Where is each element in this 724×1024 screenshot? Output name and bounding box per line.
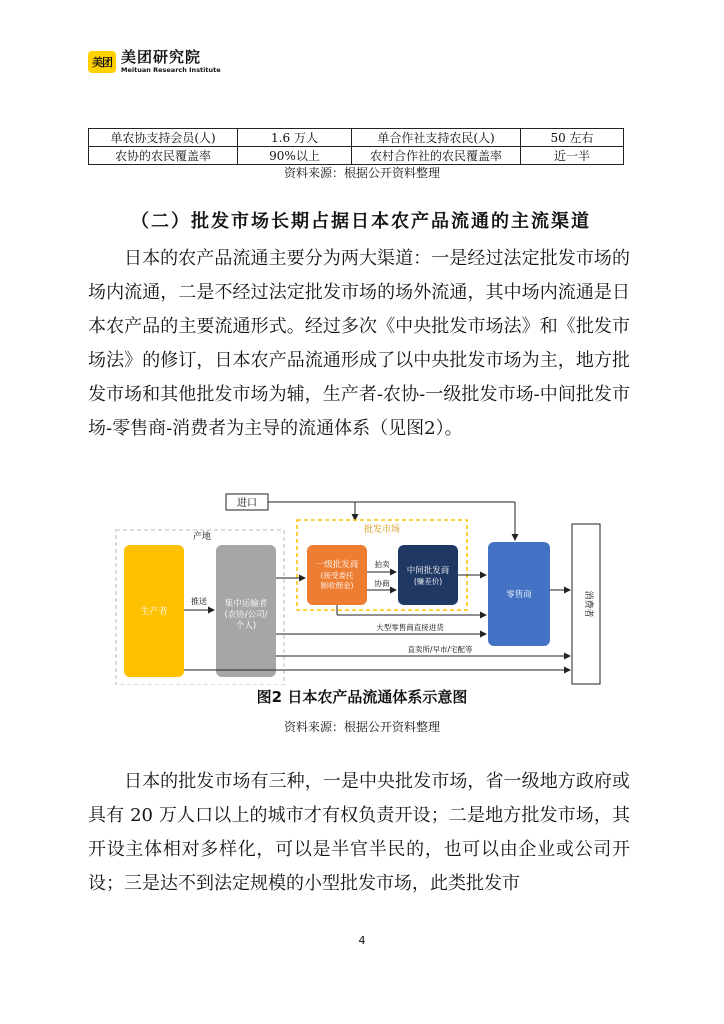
table-cell: 50 左右 xyxy=(521,129,624,147)
section-title: （二）批发市场长期占据日本农产品流通的主流渠道 xyxy=(131,211,591,232)
table-cell: 农协的农民覆盖率 xyxy=(89,147,238,165)
table-cell: 近一半 xyxy=(521,147,624,165)
table-source-note: 资料来源：根据公开资料整理 xyxy=(283,166,440,180)
logo-english-name: Meituan Research Institute xyxy=(121,66,221,74)
figure-title: 图2 日本农产品流通体系示意图 xyxy=(256,688,468,706)
page-number: 4 xyxy=(358,934,366,947)
table-cell: 90%以上 xyxy=(238,147,352,165)
body-paragraph: 日本的批发市场有三种，一是中央批发市场，省一级地方政府或具有 20 万人口以上的城市才有权负责开设；二是地方批发市场，其开设主体相对多样化，可以是半官半民的，也可以由企业或公司开设；三是达不到法定规模的小型批发市场，此类批发市 xyxy=(88,771,630,894)
primary-label-1: 一级批发商 xyxy=(315,560,359,570)
primary-label-2: (接受委托 xyxy=(320,571,354,580)
import-label: 进口 xyxy=(237,498,257,509)
market-label: 批发市场 xyxy=(363,525,401,535)
distribution-flow-diagram xyxy=(110,490,610,685)
table-cell: 1.6 万人 xyxy=(238,129,352,147)
cooperative-stats-table xyxy=(88,128,624,165)
negotiate-label: 协商 xyxy=(374,579,390,588)
figure-source-note: 资料来源：根据公开资料整理 xyxy=(283,720,440,734)
table-cell: 单农协支持会员(人) xyxy=(89,129,238,147)
collector-label-3: 个人) xyxy=(235,621,257,631)
collector-label-2: (农协/公司/ xyxy=(224,610,268,620)
ship-label: 推送 xyxy=(191,597,207,606)
table-row xyxy=(89,147,624,165)
intermediate-label-2: (赚差价) xyxy=(413,577,443,586)
meituan-logo xyxy=(88,50,221,74)
collector-label-1: 集中运输者 xyxy=(224,599,268,609)
table-cell: 农村合作社的农民覆盖率 xyxy=(352,147,521,165)
intermediate-label-1: 中间批发商 xyxy=(406,566,450,576)
retailer-label: 零售商 xyxy=(506,590,532,600)
logo-chinese-name: 美团研究院 xyxy=(121,48,202,66)
large-retailer-flow-label: 大型零售商直接进货 xyxy=(376,623,444,632)
consumer-label: 消费者 xyxy=(583,590,593,618)
primary-label-3: 制收佣金) xyxy=(320,581,354,590)
table-row xyxy=(89,129,624,147)
body-paragraph: 日本的农产品流通主要分为两大渠道：一是经过法定批发市场的场内流通，二是不经过法定批发市场的场外流通，其中场内流通是日本农产品的主要流通形式。经过多次《中央批发市场法》和《批发市场法》的修订，日本农产品流通形成了以中央批发市场为主，地方批发市场和其他批发市场为辅，生产者-农协-一级批发市场-中间批发市场-零售商-消费者为主导的流通体系（见图2）。 xyxy=(88,248,630,439)
origin-label: 产地 xyxy=(192,532,212,542)
direct-sales-flow-label: 直卖所/早市/宅配等 xyxy=(407,645,473,654)
logo-mark: 美团 xyxy=(88,51,116,73)
auction-label: 拍卖 xyxy=(374,560,390,569)
table-cell: 单合作社支持农民(人) xyxy=(352,129,521,147)
producer-label: 生产者 xyxy=(140,607,168,617)
